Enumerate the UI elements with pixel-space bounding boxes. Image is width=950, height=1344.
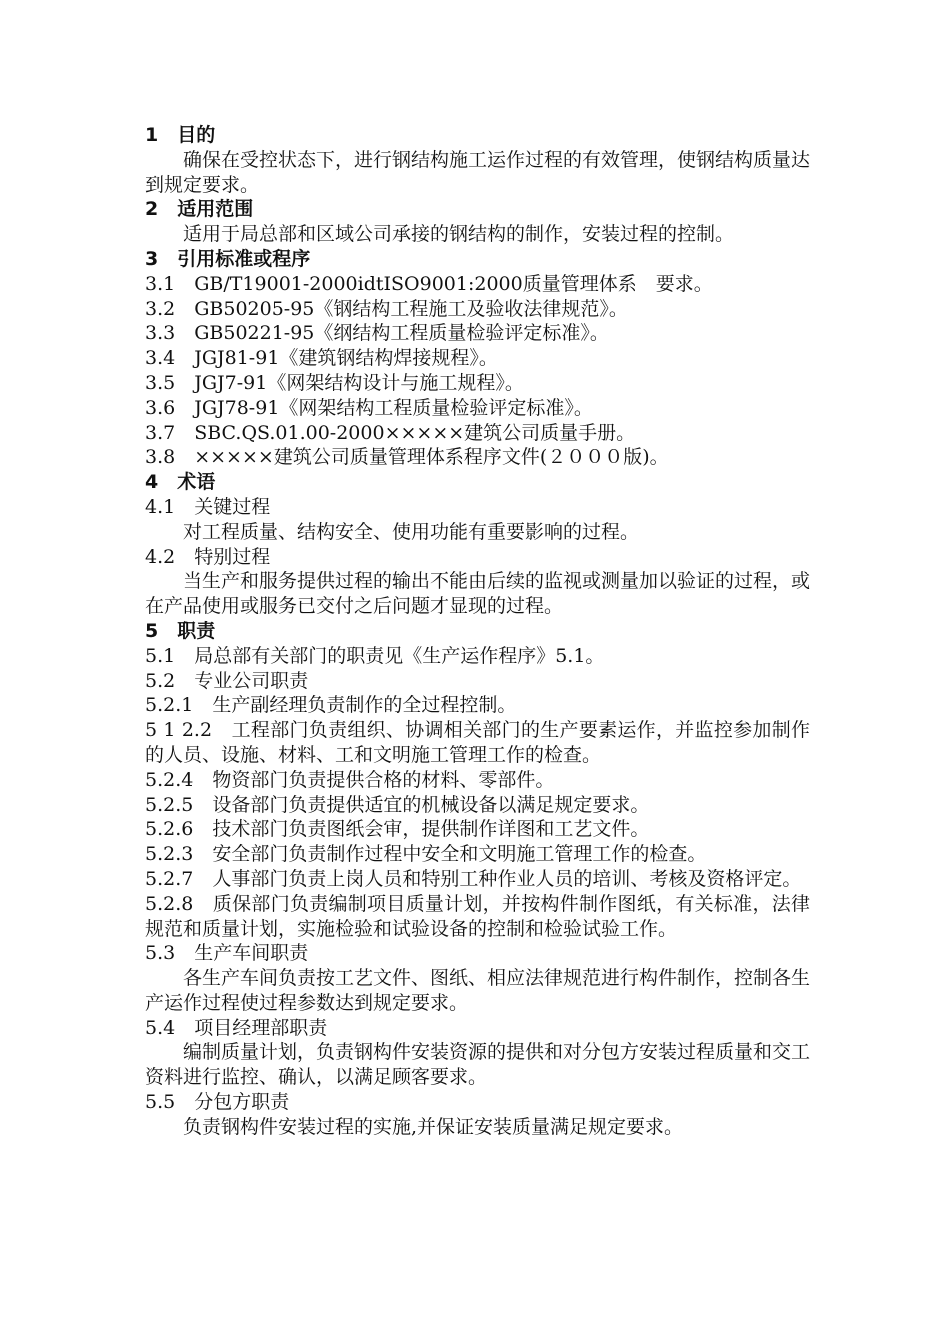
reference-item-3-6: 3.6 JGJ78-91《网架结构工程质量检验评定标准》。 (145, 396, 593, 419)
duty-5-2-8: 5.2.8 质保部门负责编制项目质量计划，并按构件制作图纸，有关标准，法律规范和质量计划，实施检验和试验设备的控制和检验试验工作。 (145, 892, 810, 940)
duty-5-2-3: 5.2.3 安全部门负责制作过程中安全和文明施工管理工作的检查。 (145, 843, 707, 866)
section-heading-5: 5 职责 (145, 619, 216, 642)
reference-item-3-1: 3.1 GB/T19001-2000idtISO9001:2000质量管理体系 要求。 (145, 272, 713, 295)
section-heading-1: 1 目的 (145, 124, 216, 146)
term-4-2-definition: 当生产和服务提供过程的输出不能由后续的监视或测量加以验证的过程，或在产品使用或服务已交付之后问题才显现的过程。 (145, 570, 811, 618)
term-4-2-title: 4.2 特别过程 (145, 545, 271, 568)
reference-item-3-5: 3.5 JGJ7-91《网架结构设计与施工规程》。 (145, 371, 524, 394)
reference-item-3-4: 3.4 JGJ81-91《建筑钢结构焊接规程》。 (145, 347, 498, 370)
duty-5-2-5: 5.2.5 设备部门负责提供适宜的机械设备以满足规定要求。 (145, 793, 650, 816)
paragraph-scope: 适用于局总部和区域公司承接的钢结构的制作，安装过程的控制。 (183, 223, 735, 246)
duty-5-5-title: 5.5 分包方职责 (145, 1091, 290, 1114)
term-4-1-title: 4.1 关键过程 (145, 495, 271, 518)
duty-5-2-title: 5.2 专业公司职责 (145, 669, 309, 692)
duty-5-1: 5.1 局总部有关部门的职责见《生产运作程序》5.1。 (145, 644, 605, 667)
duty-5-5-text: 负责钢构件安装过程的实施,并保证安装质量满足规定要求。 (183, 1115, 684, 1138)
section-heading-2: 2 适用范围 (145, 198, 254, 221)
reference-item-3-8: 3.8 ×××××建筑公司质量管理体系程序文件(２０００版)。 (145, 446, 669, 469)
duty-5-2-7: 5.2.7 人事部门负责上岗人员和特别工种作业人员的培训、考核及资格评定。 (145, 867, 802, 890)
duty-5-3-text: 各生产车间负责按工艺文件、图纸、相应法律规范进行构件制作，控制各生产运作过程使过程参数达到规定要求。 (145, 967, 811, 1014)
duty-5-4-text: 编制质量计划，负责钢构件安装资源的提供和对分包方安装过程质量和交工资料进行监控、确认，以满足顾客要求。 (145, 1041, 811, 1089)
document-body (145, 123, 810, 1140)
duty-5-2-1: 5.2.1 生产副经理负责制作的全过程控制。 (145, 694, 517, 717)
duty-5-3-title: 5.3 生产车间职责 (145, 942, 309, 965)
reference-item-3-7: 3.7 SBC.QS.01.00-2000×××××建筑公司质量手册。 (145, 421, 636, 444)
duty-5-2-6: 5.2.6 技术部门负责图纸会审，提供制作详图和工艺文件。 (145, 818, 650, 841)
reference-item-3-3: 3.3 GB50221-95《纲结构工程质量检验评定标准》。 (145, 322, 609, 345)
term-4-1-definition: 对工程质量、结构安全、使用功能有重要影响的过程。 (183, 520, 640, 543)
duty-5-2-2: 5 1 2.2 工程部门负责组织、协调相关部门的生产要素运作，并监控参加制作的人员、设施、材料、工和文明施工管理工作的检查。 (145, 719, 810, 766)
section-heading-3: 3 引用标准或程序 (145, 247, 311, 270)
reference-item-3-2: 3.2 GB50205-95《钢结构工程施工及验收法律规范》。 (145, 297, 628, 320)
paragraph-purpose: 确保在受控状态下，进行钢结构施工运作过程的有效管理，使钢结构质量达到规定要求。 (145, 148, 811, 196)
duty-5-2-4: 5.2.4 物资部门负责提供合格的材料、零部件。 (145, 768, 555, 791)
duty-5-4-title: 5.4 项目经理部职责 (145, 1016, 328, 1039)
section-heading-4: 4 术语 (145, 471, 216, 494)
